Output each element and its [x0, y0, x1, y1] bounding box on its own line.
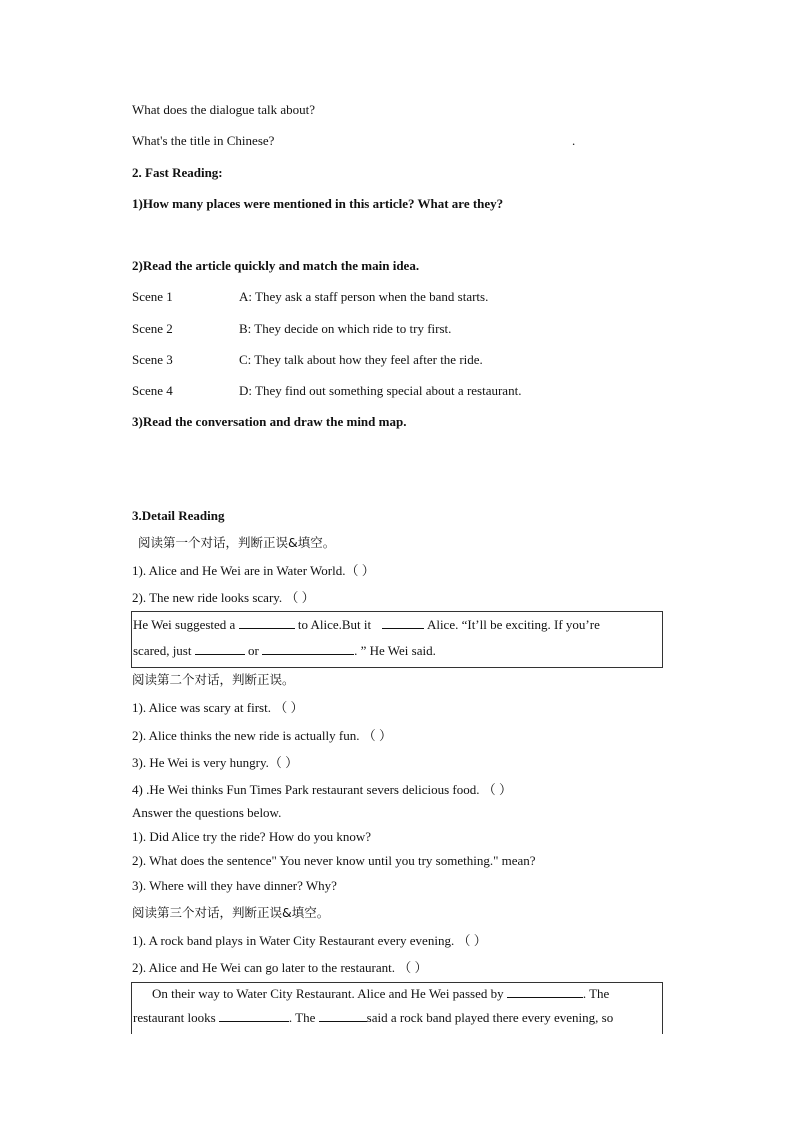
- dialogue3-item: 2). Alice and He Wei can go later to the restaurant. （ ）: [132, 960, 428, 975]
- scene-label: Scene 3: [132, 352, 173, 367]
- blank-field[interactable]: [219, 1010, 289, 1022]
- box1-text: to Alice.But it: [297, 617, 372, 632]
- blank-field[interactable]: [262, 643, 354, 655]
- box1-text: or: [247, 643, 259, 658]
- fast-reading-q3: 3)Read the conversation and draw the mind map.: [132, 414, 407, 429]
- dialogue2-item: 4) .He Wei thinks Fun Times Park restaurant severs delicious food. （ ）: [132, 782, 513, 797]
- fast-reading-q2: 2)Read the article quickly and match the main idea.: [132, 258, 420, 273]
- fill-blank-box-1: [131, 611, 663, 668]
- question-title-chinese: What's the title in Chinese?: [132, 133, 275, 148]
- blank-field[interactable]: [507, 986, 583, 998]
- question-title-period: .: [572, 133, 576, 148]
- box1-text: scared, just: [133, 643, 192, 658]
- question-dialogue-topic: What does the dialogue talk about?: [132, 102, 316, 117]
- dialogue2-item: 2). Alice thinks the new ride is actually fun. （ ）: [132, 728, 392, 743]
- dialogue2-item: 1). Alice was scary at first. （ ）: [132, 700, 304, 715]
- box2-text: restaurant looks: [133, 1010, 216, 1025]
- answer-question: 1). Did Alice try the ride? How do you know?: [132, 829, 372, 844]
- scene-text: D: They find out something special about a restaurant.: [239, 383, 522, 398]
- blank-field[interactable]: [382, 617, 424, 629]
- scene-label: Scene 1: [132, 289, 173, 304]
- blank-field[interactable]: [195, 643, 245, 655]
- blank-field[interactable]: [319, 1010, 367, 1022]
- dialogue1-item: 1). Alice and He Wei are in Water World.（ ）: [132, 563, 375, 578]
- dialogue2-instruction: 阅读第二个对话，判断正误。: [132, 672, 295, 687]
- box1-text: He Wei suggested a: [133, 617, 236, 632]
- fill-blank-box-2: [131, 982, 663, 1034]
- scene-text: B: They decide on which ride to try first.: [239, 321, 452, 336]
- answer-question: 3). Where will they have dinner? Why?: [132, 878, 337, 893]
- box1-text: Alice. “It’ll be exciting. If you’re: [426, 617, 600, 632]
- scene-label: Scene 2: [132, 321, 173, 336]
- detail-reading-heading: 3.Detail Reading: [132, 508, 225, 523]
- box2-text: On their way to Water City Restaurant. Alice and He Wei passed by: [152, 986, 504, 1001]
- scene-text: A: They ask a staff person when the band starts.: [239, 289, 489, 304]
- fast-reading-heading: 2. Fast Reading:: [132, 165, 223, 180]
- dialogue3-item: 1). A rock band plays in Water City Restaurant every evening. （ ）: [132, 933, 487, 948]
- scene-text: C: They talk about how they feel after the ride.: [239, 352, 483, 367]
- box2-text: . The: [288, 1010, 316, 1025]
- box1-text: . ” He Wei said.: [354, 643, 436, 658]
- fast-reading-q1: 1)How many places were mentioned in this article? What are they?: [132, 196, 504, 211]
- dialogue1-instruction: 阅读第一个对话，判断正误&填空。: [138, 535, 336, 550]
- dialogue1-item: 2). The new ride looks scary. （ ）: [132, 590, 315, 605]
- dialogue3-instruction: 阅读第三个对话，判断正误&填空。: [132, 905, 330, 920]
- scene-label: Scene 4: [132, 383, 173, 398]
- box2-text: said a rock band played there every evening, so: [366, 1010, 614, 1025]
- answer-question: 2). What does the sentence" You never know until you try something." mean?: [132, 853, 536, 868]
- box2-text: . The: [582, 986, 610, 1001]
- answer-questions-heading: Answer the questions below.: [132, 805, 282, 820]
- dialogue2-item: 3). He Wei is very hungry.（ ）: [132, 755, 299, 770]
- blank-field[interactable]: [239, 617, 295, 629]
